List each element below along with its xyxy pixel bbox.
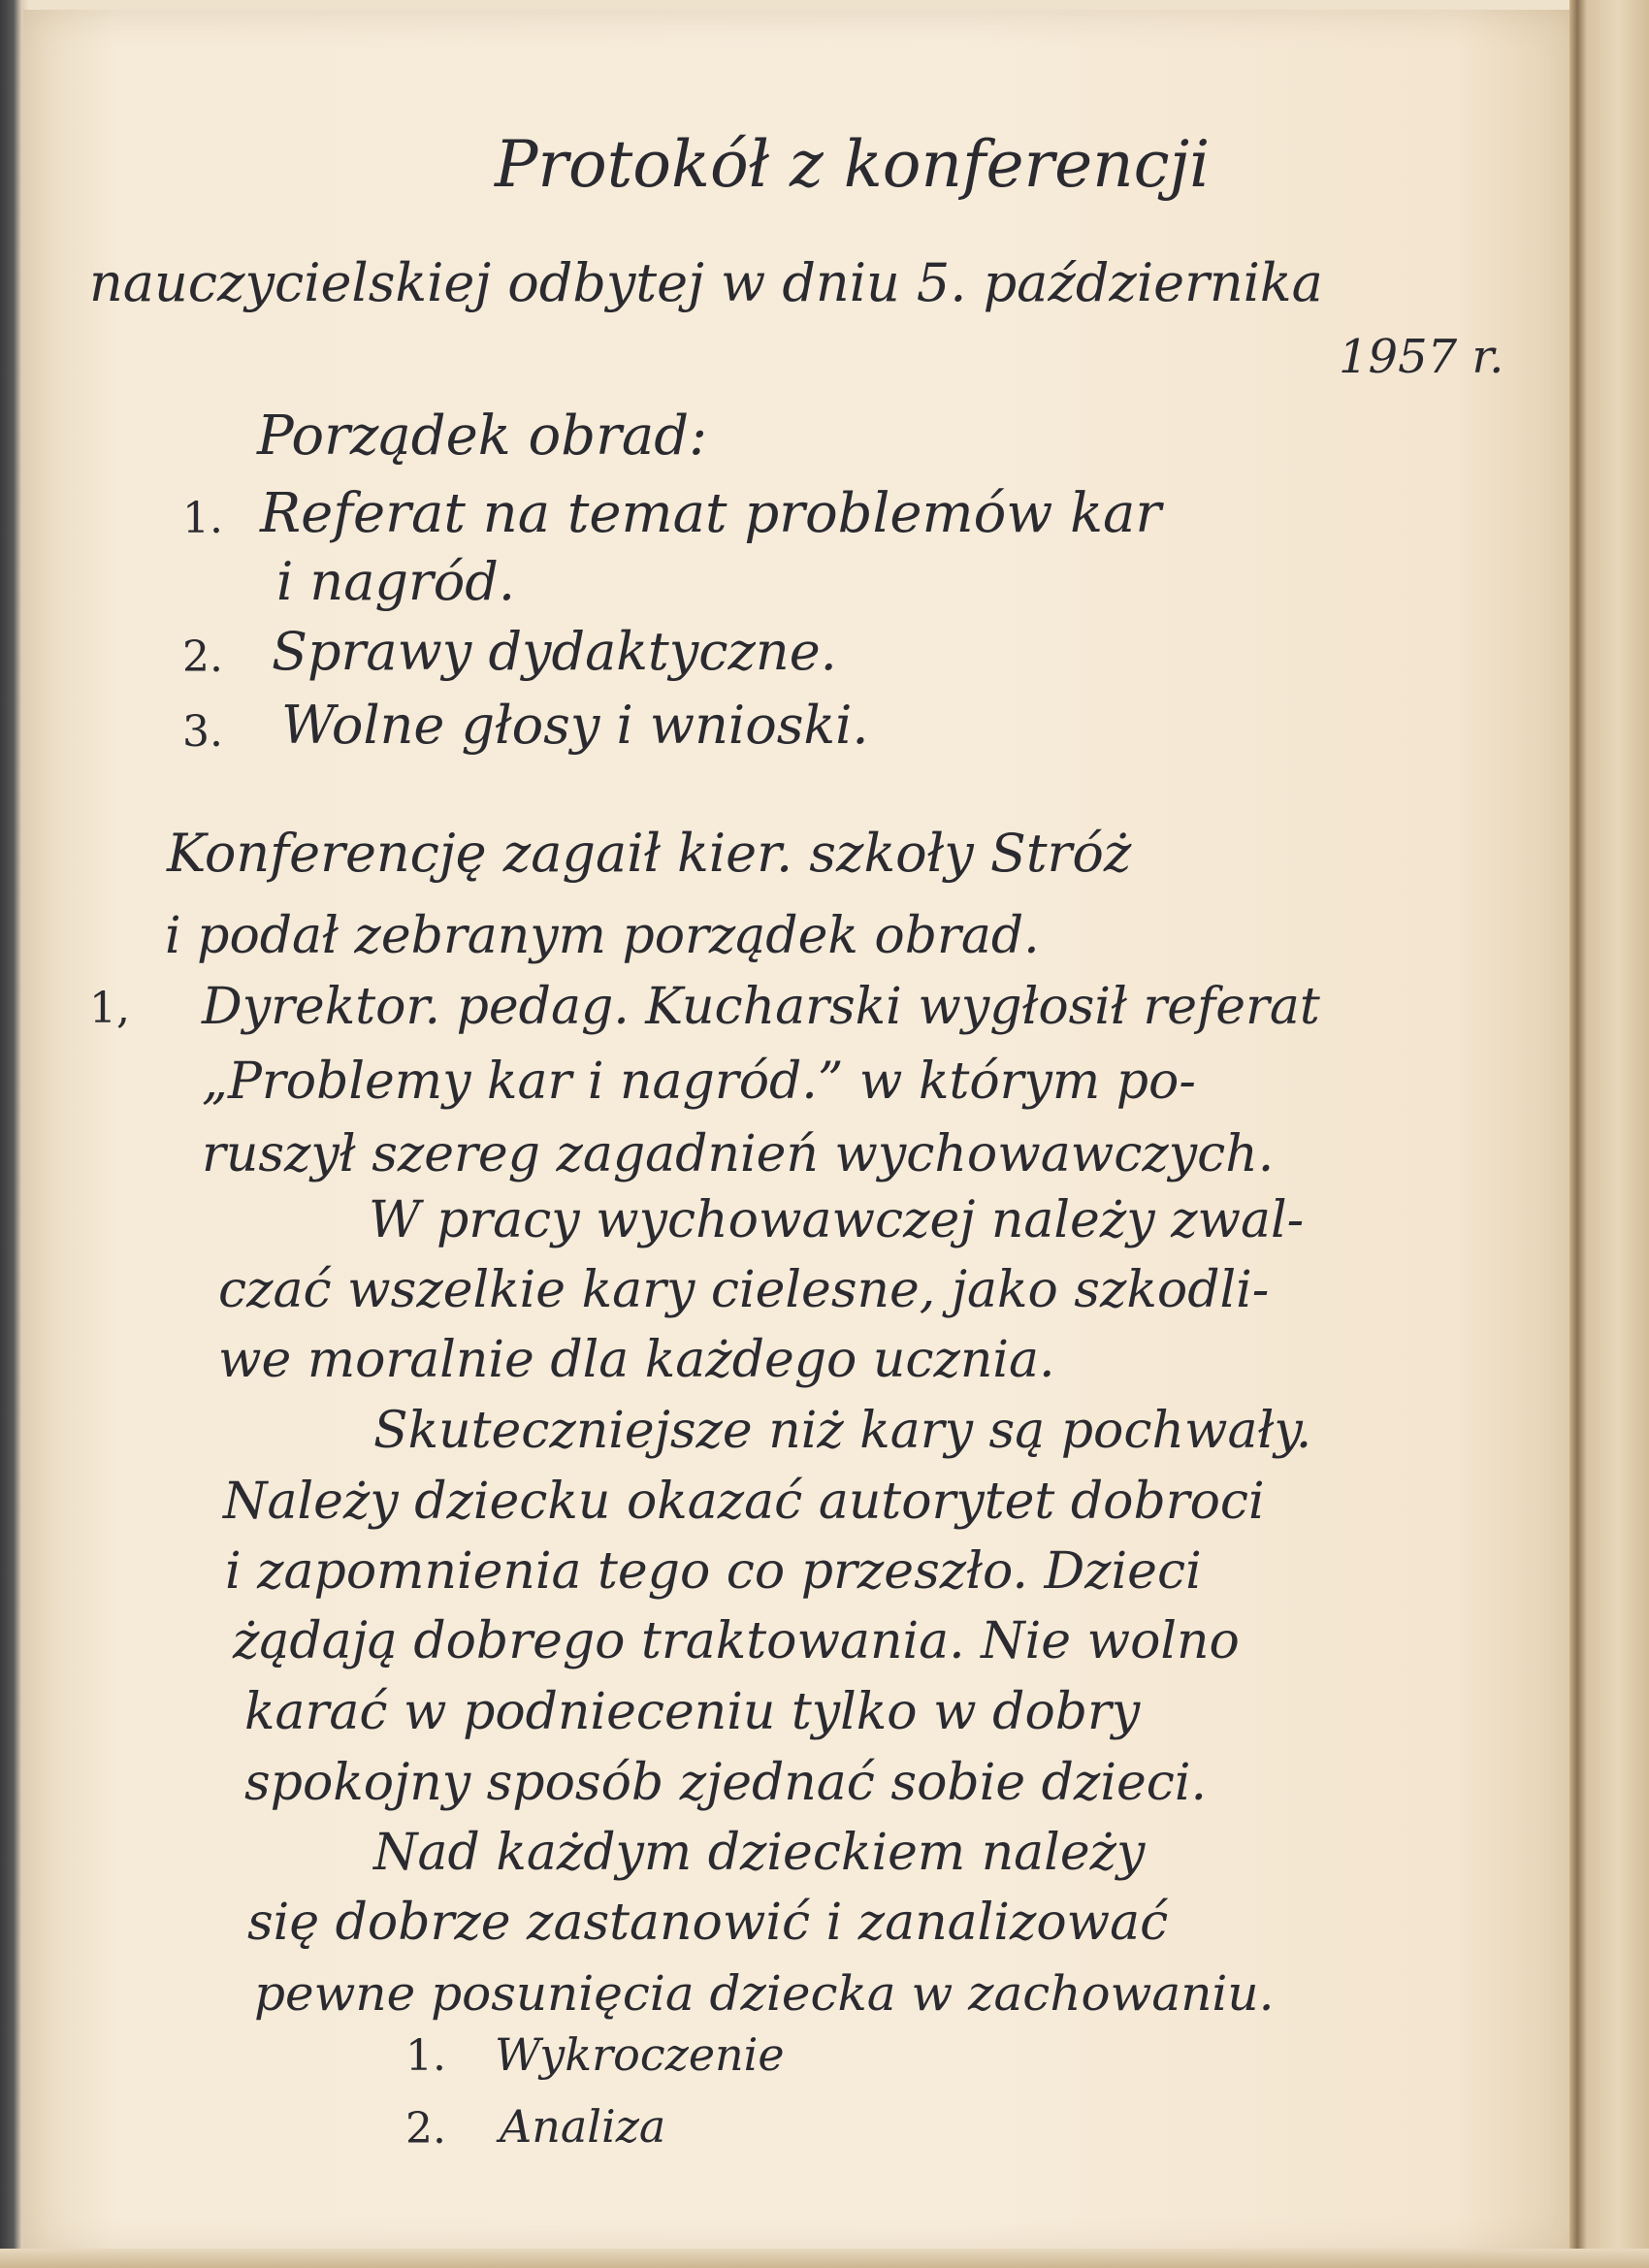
page-title: Protokół z konferencji [495,127,1211,202]
body-line: żądają dobrego traktowania. Nie wolno [233,1612,1240,1670]
body-line: czać wszelkie kary cielesne, jako szkodli- [218,1261,1270,1319]
body-line: W pracy wychowawczej należy zwal- [369,1191,1305,1249]
agenda-item-text: Sprawy dydaktyczne. [272,621,837,682]
body-line: Konferencję zagaił kier. szkoły Stróż [167,823,1132,884]
notebook-binding [1569,0,1649,2268]
page-title-year: 1957 r. [1339,330,1504,384]
agenda-item-number: 2. [182,632,223,682]
sublist-item-number: 1. [405,2031,446,2081]
body-line: i zapomnienia tego co przeszło. Dzieci [225,1542,1202,1601]
body-line: Dyrektor. pedag. Kucharski wygłosił referat [202,978,1320,1036]
agenda-item-number: 3. [182,707,223,757]
body-line: „Problemy kar i nagród.” w którym po- [202,1053,1196,1111]
body-line: karać w podnieceniu tylko w dobry [244,1683,1141,1741]
sublist-item-text: Wykroczenie [495,2028,785,2081]
body-line: we moralnie dla każdego ucznia. [218,1331,1055,1389]
agenda-item-number: 1. [182,494,223,543]
agenda-item-text: Referat na temat problemów kar [260,482,1162,545]
page-title-line-2: nauczycielskiej odbytej w dniu 5. października [89,252,1323,313]
sublist-item-number: 2. [405,2104,446,2154]
point-number: 1, [89,984,130,1033]
body-line: spokojny sposób zjednać sobie dzieci. [244,1754,1208,1812]
body-line: i podał zebranym porządek obrad. [165,907,1040,965]
agenda-item-text-continuation: i nagród. [276,551,516,612]
agenda-item-text: Wolne głosy i wnioski. [281,695,869,756]
body-line: Skuteczniejsze niż kary są pochwały. [373,1402,1312,1460]
body-line: się dobrze zastanowić i zanalizować [247,1894,1169,1952]
body-line: Nad każdym dzieckiem należy [373,1824,1146,1882]
body-line: pewne posunięcia dziecka w zachowaniu. [254,1965,1275,2022]
agenda-heading: Porządek obrad: [257,405,707,468]
sublist-item-text: Analiza [500,2100,666,2153]
body-line: ruszył szereg zagadnień wychowawczych. [202,1125,1275,1183]
page-bottom-edge [0,2249,1649,2268]
body-line: Należy dziecku okazać autorytet dobroci [223,1473,1265,1531]
